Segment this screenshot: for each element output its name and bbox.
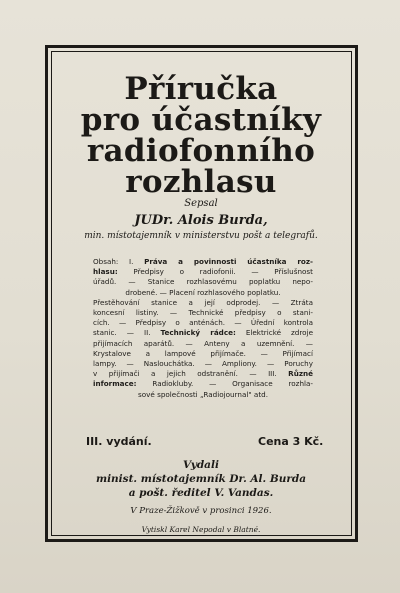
contents-line: přijímacích aparátů. — Anteny a uzemnění. —	[93, 338, 313, 348]
place-and-date: V Praze-Žižkově v prosinci 1926.	[130, 506, 272, 516]
contents-line: informace: Radiokluby. — Organisace rozhla-	[93, 379, 313, 389]
printer-line: Vytiskl Karel Nepodal v Blatné.	[141, 525, 261, 534]
contents-line: drobené. — Placení rozhlasového poplatku.	[125, 287, 281, 297]
contents-line: sové společnosti „Radiojournal" atd.	[137, 389, 269, 399]
publishers-line: a pošt. ředitel V. Vandas.	[128, 487, 274, 499]
author-name: JUDr. Alois Burda,	[134, 213, 268, 228]
author-role: min. místotajemník v ministerstvu pošt a telegrafů.	[84, 231, 318, 241]
title-line: pro účastníky	[80, 102, 322, 138]
contents-line: lampy. — Naslouchátka. — Ampliony. — Poruchy	[93, 359, 313, 369]
contents-line: úřadů. — Stanice rozhlasovému poplatku nepo-	[93, 277, 313, 287]
contents-line: hlasu: Předpisy o radiofonii. — Příslušnost	[93, 267, 313, 277]
title-line: radiofonního	[86, 133, 316, 169]
price-label: Cena 3 Kč.	[258, 435, 324, 448]
contents-line: Obsah: I. Práva a povinnosti účastníka roz-	[93, 257, 313, 266]
edition-label: III. vydání.	[86, 435, 152, 448]
contents-line: v přijímači a jejich odstranění. — III. Různé	[93, 369, 313, 379]
contents-line: Přestěhování stanice a její odprodej. — Ztráta	[93, 297, 313, 307]
title-line: Příručka	[124, 71, 278, 107]
contents-line: cích. — Předpisy o anténách. — Úřední kontrola	[93, 318, 313, 328]
book-title	[52, 71, 350, 200]
title-line: rozhlasu	[125, 164, 277, 200]
contents-line: stanic. — II. Technický rádce: Elektrické zdroje	[93, 328, 313, 338]
publishers-line: Vydali	[183, 459, 219, 471]
table-of-contents	[93, 257, 313, 400]
publishers-line: minist. místotajemník Dr. Al. Burda	[95, 473, 307, 485]
contents-line: koncesní listiny. — Technické předpisy o stani-	[93, 308, 313, 318]
written-by-label: Sepsal	[184, 198, 218, 209]
publishers	[52, 458, 350, 500]
contents-line: Krystalove a lampové přijímače. — Přijímací	[93, 348, 313, 358]
